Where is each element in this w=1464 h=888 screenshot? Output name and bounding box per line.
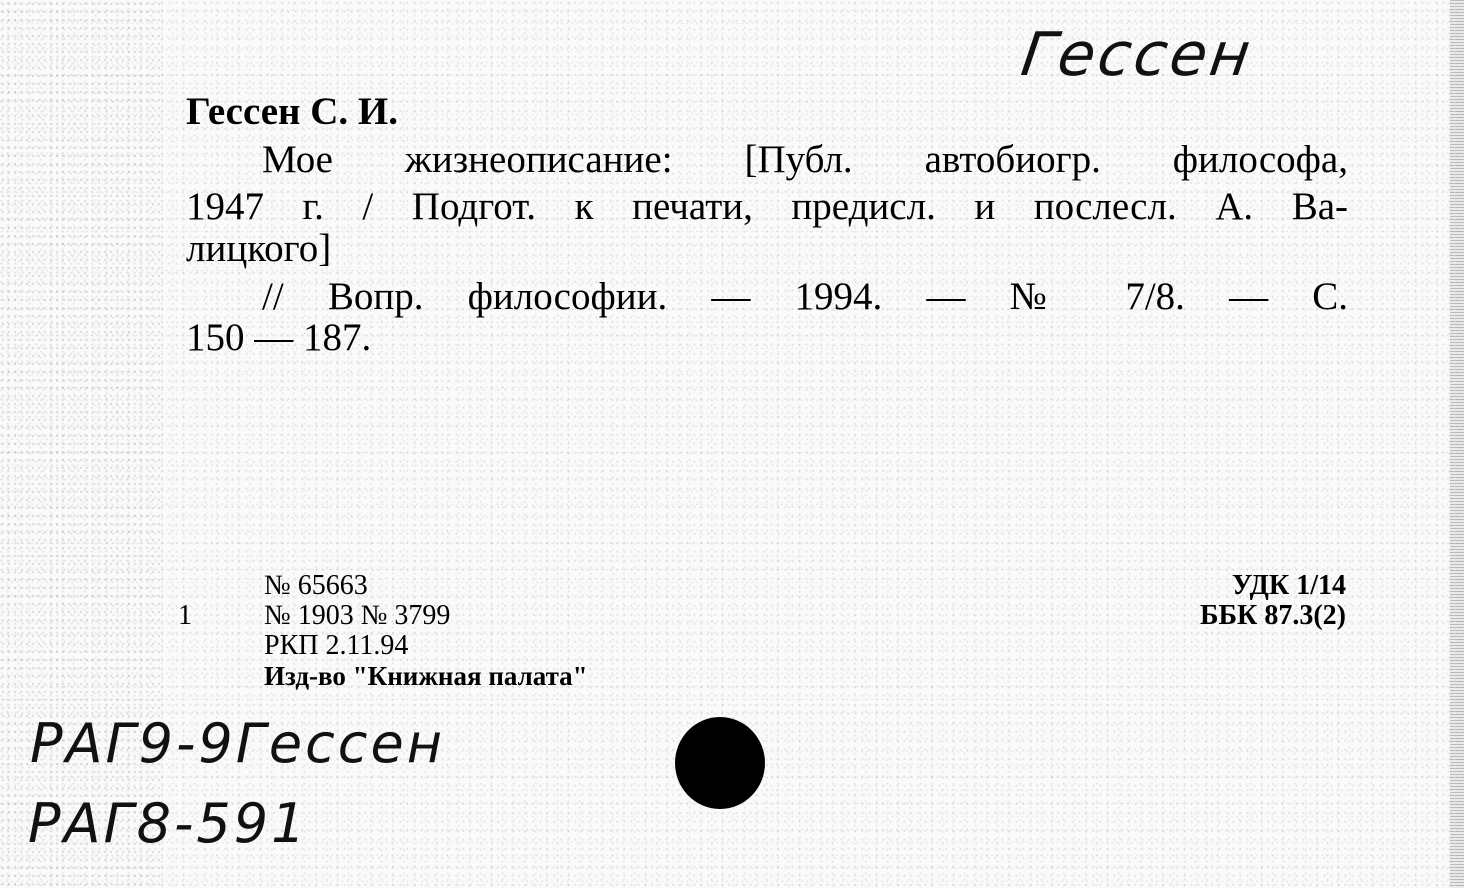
title-line-1: Мое жизнеописание: [Публ. автобиогр. философа,	[262, 138, 1348, 181]
registration-numbers: № 1903 № 3799	[264, 600, 451, 631]
handwritten-heading: Гессен	[1017, 20, 1258, 90]
handwritten-shelfmark-2: РАГ8-591	[28, 792, 309, 855]
source-line-2: 150 — 187.	[186, 316, 372, 359]
author-heading: Гессен С. И.	[186, 90, 399, 133]
punch-hole	[675, 717, 765, 809]
title-line-3: лицкого]	[186, 227, 332, 270]
rkp-date: РКП 2.11.94	[264, 630, 409, 661]
classification-block	[1200, 571, 1346, 631]
udk-code: УДК 1/14	[1231, 570, 1346, 601]
copies-count: 1	[178, 600, 192, 631]
title-line-2: 1947 г. / Подгот. к печати, предисл. и послесл. А. Ва-	[186, 185, 1348, 228]
source-line-1: // Вопр. философии. — 1994. — № 7/8. — С.	[262, 275, 1348, 318]
publisher-name: Изд-во "Книжная палата"	[264, 661, 588, 691]
registration-block	[264, 571, 588, 691]
card-number: № 65663	[264, 570, 368, 601]
scan-edge-right	[1450, 0, 1464, 888]
bbk-code: ББК 87.3(2)	[1200, 600, 1346, 631]
handwritten-shelfmark-1: РАГ9-9Гессен	[30, 712, 446, 775]
